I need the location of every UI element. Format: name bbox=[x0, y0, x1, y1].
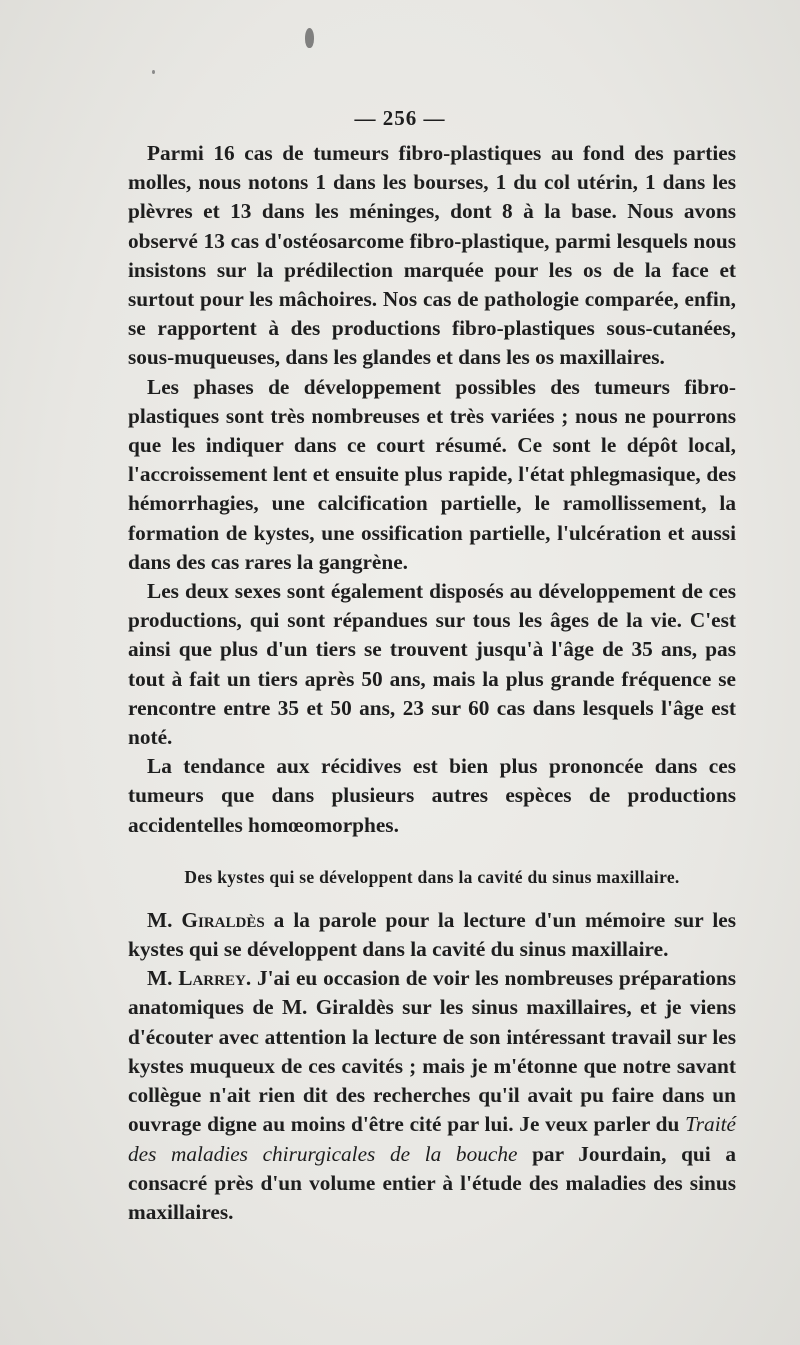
paragraph-development-phases: Les phases de développement possibles des tumeurs fibro-plastiques sont très nombreuses et très variées ; nous ne pourrons que les indiquer dans ce court résumé. Ce sont le dépôt local, l'accroissement lent et ensuite plus rapide, l'état phlegmasique, des hémorrhagies, une calcification partielle, le ramollissement, la formation de kystes, une ossification partielle, l'ulcération et aussi dans des cas rares la gangrène. bbox=[128, 374, 736, 574]
ink-blot bbox=[305, 28, 314, 48]
page-number: — 256 — bbox=[354, 106, 446, 130]
paragraph-sexes-and-ages: Les deux sexes sont également disposés au développement de ces productions, qui sont répandues sur tous les âges de la vie. C'est ainsi que plus d'un tiers se trouvent jusqu'à l'âge de 35 ans, pas tout à fait un tiers après 50 ans, mais la plus grande fréquence se rencontre entre 35 et 50 ans, 23 sur 60 cas dans lesquels l'âge est noté. bbox=[128, 579, 736, 750]
body-text bbox=[128, 139, 736, 1227]
larrey-text-end: par Jourdain, qui a consacré près d'un volume entier à l'étude des maladies des sinus maxillaires. bbox=[128, 1141, 736, 1224]
larrey-text-start: . J'ai eu occasion de voir les nombreuses préparations anatomiques de M. Giraldès sur les sinus maxillaires, et je viens d'écouter avec attention la lecture de son intéressant travail sur les kystes muqueux de ces cavités ; mais je m'étonne que notre savant collègue n'ait rien dit des recherches qu'il avait pu faire dans un ouvrage digne au moins d'être cité par lui. Je veux parler du bbox=[128, 966, 736, 1137]
paragraph-recurrence: La tendance aux récidives est bien plus prononcée dans ces tumeurs que dans plusieurs autres espèces de productions accidentelles homœomorphes. bbox=[128, 754, 736, 837]
giraldes-text: a la parole pour la lecture d'un mémoire sur les kystes qui se développent dans la cavité du sinus maxillaire. bbox=[128, 907, 736, 962]
book-title: Traité des maladies chirurgicales de la bouche bbox=[128, 1112, 736, 1166]
paragraph-giraldes bbox=[128, 906, 736, 964]
speaker-prefix: M. bbox=[147, 907, 182, 932]
speaker-name-larrey: Larrey bbox=[178, 966, 246, 991]
paragraph-fibro-plastic-cases: Parmi 16 cas de tumeurs fibro-plastiques au fond des parties molles, nous notons 1 dans les bourses, 1 du col utérin, 1 dans les plèvres et 13 dans les méninges, dont 8 à la base. Nous avons observé 13 cas d'ostéosarcome fibro-plastique, parmi lesquels nous insistons sur la prédilection marquée pour les os de la face et surtout pour les mâchoires. Nos cas de pathologie comparée, enfin, se rapportent à des productions fibro-plastiques sous-cutanées, sous-muqueuses, dans les glandes et dans les os maxillaires. bbox=[128, 141, 736, 370]
ink-speck bbox=[152, 70, 155, 74]
speaker-prefix: M. bbox=[147, 966, 179, 991]
speaker-name-giraldes: Giraldès bbox=[181, 907, 265, 932]
section-heading: Des kystes qui se développent dans la cavité du sinus maxillaire. bbox=[184, 866, 680, 887]
paragraph-larrey bbox=[128, 964, 736, 1227]
